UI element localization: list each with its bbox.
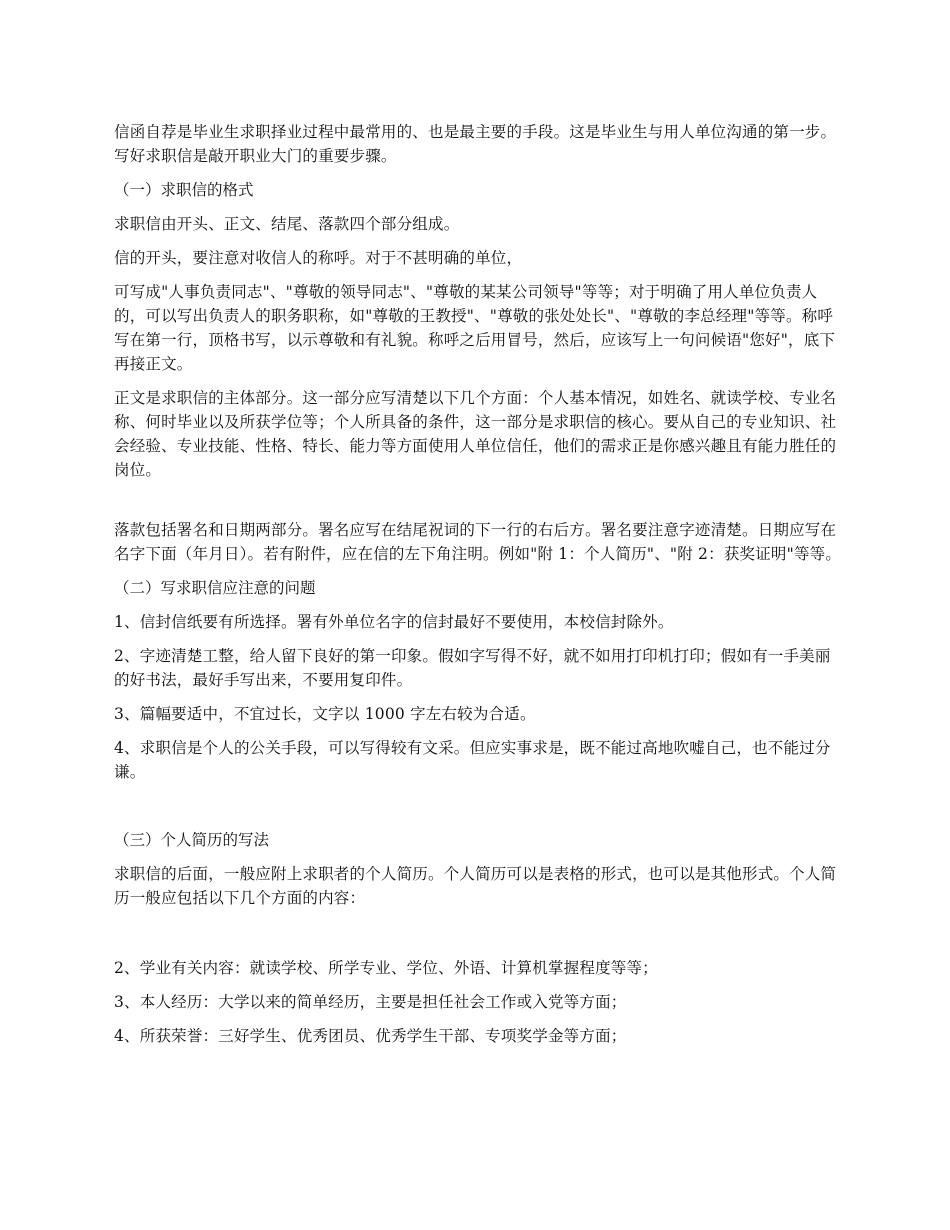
document-page <box>114 120 842 1058</box>
section-1-paragraph-5: 落款包括署名和日期两部分。署名应写在结尾祝词的下一行的右后方。署名要注意字迹清楚。日期应写在名字下面（年月日）。若有附件，应在信的左下角注明。例如"附 1：个人简历"、"附 2：获奖证明"等等。 <box>114 521 842 563</box>
intro-paragraph: 信函自荐是毕业生求职择业过程中最常用的、也是最主要的手段。这是毕业生与用人单位沟通的第一步。写好求职信是敲开职业大门的重要步骤。 <box>114 123 837 165</box>
spacer <box>114 794 842 828</box>
section-2-item-1: 1、信封信纸要有所选择。署有外单位名字的信封最好不要使用，本校信封除外。 <box>114 613 674 631</box>
section-3-item-2: 2、学业有关内容：就读学校、所学专业、学位、外语、计算机掌握程度等等； <box>114 959 658 977</box>
section-3-item-4: 4、所获荣誉：三好学生、优秀团员、优秀学生干部、专项奖学金等方面； <box>114 1027 627 1045</box>
section-2-item-3: 3、篇幅要适中，不宜过长，文字以 1000 字左右较为合适。 <box>114 705 536 723</box>
section-2-heading: （二）写求职信应注意的问题 <box>114 579 316 597</box>
section-1-paragraph-3: 可写成"人事负责同志"、"尊敬的领导同志"、"尊敬的某某公司领导"等等；对于明确了用人单位负责人的，可以写出负责人的职务职称，如"尊敬的王教授"、"尊敬的张处处长"、"尊敬的李总经理"等等。称呼写在第一行，顶格书写，以示尊敬和有礼貌。称呼之后用冒号，然后，应该写上一句问候语"您好"，底下再接正文。 <box>114 283 836 373</box>
section-2-item-4: 4、求职信是个人的公关手段，可以写得较有文采。但应实事求是，既不能过高地吹嘘自己，也不能过分谦。 <box>114 739 831 781</box>
section-1-paragraph-2: 信的开头，要注意对收信人的称呼。对于不甚明确的单位， <box>114 249 523 267</box>
spacer <box>114 920 842 956</box>
section-3-heading: （三）个人简历的写法 <box>114 831 270 849</box>
section-1-heading: （一）求职信的格式 <box>114 181 254 199</box>
section-1-paragraph-1: 求职信由开头、正文、结尾、落款四个部分组成。 <box>114 215 460 233</box>
section-3-item-3: 3、本人经历：大学以来的简单经历，主要是担任社会工作或入党等方面； <box>114 993 627 1011</box>
section-2-item-2: 2、字迹清楚工整，给人留下良好的第一印象。假如字写得不好，就不如用打印机打印；假如有一手美丽的好书法，最好手写出来，不要用复印件。 <box>114 647 831 689</box>
section-3-paragraph-1: 求职信的后面，一般应附上求职者的个人简历。个人简历可以是表格的形式，也可以是其他形式。个人简历一般应包括以下几个方面的内容： <box>114 865 837 907</box>
section-1-paragraph-4: 正文是求职信的主体部分。这一部分应写清楚以下几个方面：个人基本情况，如姓名、就读学校、专业名称、何时毕业以及所获学位等；个人所具备的条件，这一部分是求职信的核心。要从自己的专业知识、社会经验、专业技能、性格、特长、能力等方面使用人单位信任，他们的需求正是你感兴趣且有能力胜任的岗位。 <box>114 389 837 479</box>
spacer <box>114 492 842 518</box>
